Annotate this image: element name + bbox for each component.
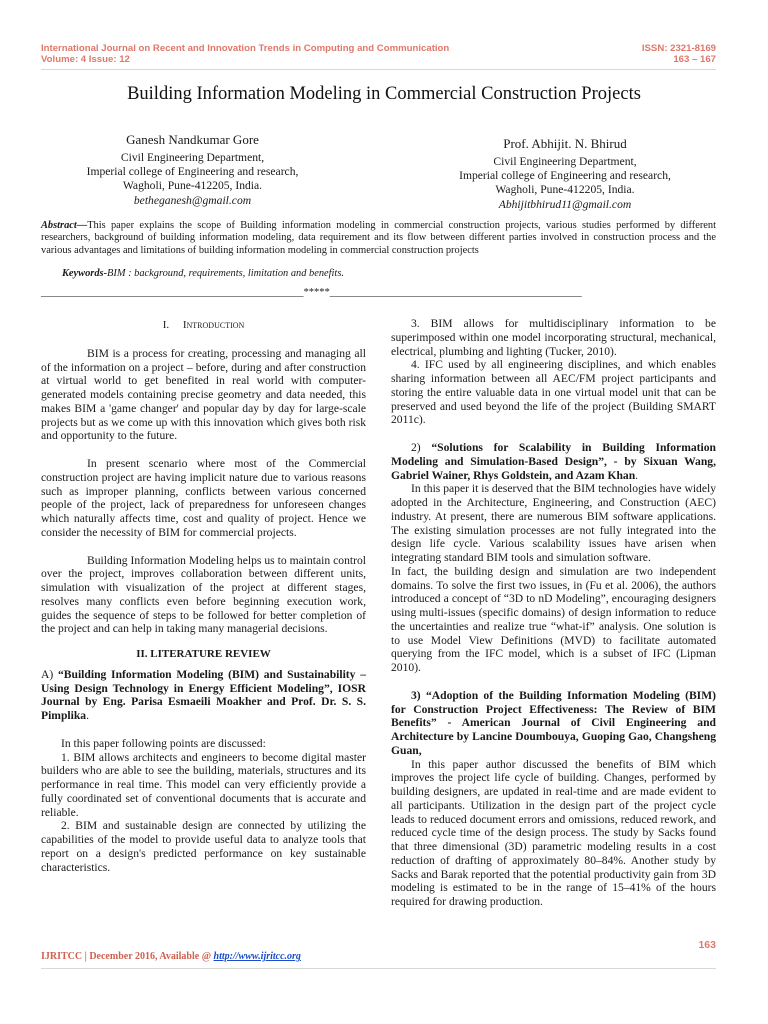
footer-link[interactable]: http://www.ijritcc.org (213, 951, 301, 962)
page-range: 163 – 167 (673, 54, 716, 65)
separator-line-right: ________________________________________________ (329, 287, 582, 298)
reference-a-title: “Building Information Modeling (BIM) and Sustainability – Using Design Technology in Energy Efficient Modeling”, IOSR Journal by Eng. Parisa Esmaeili Moakher and Prof. Dr. S. S. Pimplika (41, 667, 366, 722)
keywords (62, 268, 344, 279)
author-name: Ganesh Nandkumar Gore (126, 132, 259, 147)
footer-text (41, 951, 301, 962)
section-number: I. (162, 319, 170, 331)
intro-paragraph-2: In present scenario where most of the Commercial construction project are having implicit nature due to various reasons such as improper planning, conflicts between various concerned people of the project, lack of preparedness for unforeseen changes which naturally affects time, cost and quality of project. Hence we consider the necessity of BIM for commercial projects. (41, 457, 366, 539)
abstract-label: Abstract— (41, 220, 88, 231)
reference-a-prefix: A) (41, 667, 58, 681)
journal-name: International Journal on Recent and Innovation Trends in Computing and Communication (41, 43, 450, 54)
keywords-text: BIM : background, requirements, limitation and benefits. (107, 268, 344, 279)
points-intro: In this paper following points are discussed: (61, 736, 266, 750)
footer-rule (41, 968, 716, 969)
author-email: Abhijitbhirud11@gmail.com (498, 197, 632, 211)
section-heading-introduction (41, 319, 366, 333)
volume-issue: Volume: 4 Issue: 12 (41, 54, 130, 65)
keywords-label: Keywords- (62, 268, 108, 279)
reference-2-prefix: 2) (411, 441, 432, 454)
point-4: 4. IFC used by all engineering disciplines, and which enables sharing information between all AEC/FM project participants and storing the entire valuable data in one virtual model unit that can be preserved and used beyond the life of the project (Building SMART 2011c). (391, 358, 716, 427)
abstract-text: This paper explains the scope of Building information modeling in commercial construction projects, various studies performed by different researchers, background of building information modeling, data requirement and its flow between different parties involved in construction process and the various advantages and limitations of building information modeling in commercial construction projects (41, 220, 716, 256)
header-rule (41, 69, 716, 70)
author-dept: Civil Engineering Department, (120, 151, 265, 164)
section-heading-literature-review: II. LITERATURE REVIEW (136, 648, 271, 660)
reference-3-title (391, 689, 716, 758)
page-number: 163 (698, 939, 716, 951)
intro-paragraph-1: BIM is a process for creating, processing and managing all of the information on a project – before, during and after construction at virtual world to get benefited in real world with computer-generated models containing precise geometry and data needed, this makes BIM a 'game changer' and popular day by day for large-scale projects but as we come up with this innovation which gives both risk and opportunity to the future. (41, 346, 366, 443)
intro-paragraph-3: Building Information Modeling helps us to maintain control over the project, improves collaboration between different units, simulation with visualization of the project at different stages, resolves many conflicts even before beginning execution work, guides the sequence of steps to be followed for better completion of the project and can help in taking many managerial decisions. (41, 553, 366, 636)
author-address: Wagholi, Pune-412205, India. (495, 183, 635, 197)
section-title: Introduction (182, 319, 245, 331)
author-college: Imperial college of Engineering and research, (459, 169, 671, 183)
author-email: betheganesh@gmail.com (133, 193, 252, 207)
separator-stars: ***** (303, 287, 330, 298)
issn: ISSN: 2321-8169 (641, 43, 716, 54)
reference-3-paragraph-1: In this paper author discussed the benefits of BIM which improves the project life cycle of building. Changes, performed by building designers, are updated in real-time and are made evident to all participants. Utilization in the design part of the project cycle leads to reduced document errors and omissions, reduced rework, and reduced cycle time of the design process. The study by Sacks found that three dimensional (3D) parametric modeling results in a cost reduction of drafting of approximately 80–84%. Another study by Sacks and Barak reported that the potential productivity gain from 3D modeling is estimated to be in the range of 15–41% of the hours required for drawing production. (391, 757, 716, 908)
author-address: Wagholi, Pune-412205, India. (122, 179, 263, 193)
reference-2-title: “Solutions for Scalability in Building Information Modeling and Simulation-Based Design”, - by Sixuan Wang, Gabriel Wainer, Rhys Goldstein, and Azam Khan (391, 441, 716, 482)
reference-a (41, 668, 366, 723)
reference-2-paragraph-1: In this paper it is deserved that the BIM technologies have widely adopted in the Architecture, Engineering, and Construction (AEC) industry. At present, there are numerous BIM software applications. The existing simulation processes are not fully integrated into the design life cycle. Various scalability issues have arisen when integrating standard BIM tools and simulation software. (391, 482, 716, 564)
author-2 (420, 136, 710, 212)
right-column (391, 317, 716, 909)
reference-2-paragraph-2: In fact, the building design and simulation are two independent domains. To solve the first two issues, in (Fu et al. 2006), the authors introduced a concept of “3D to nD Modeling”, encouraging designers using multi-issues (specific domains) of design information to reduce the uncertainties and realize true “what-if” analysis. One solution is to use Model View Definitions (MVD) to facilitate automated querying from the IFC model, which is a subset of IFC (Lipman 2010). (391, 564, 716, 674)
footer-journal: IJRITCC | December 2016, Available @ (41, 951, 214, 962)
reference-3-heading: 3) “Adoption of the Building Information Modeling (BIM) for Construction Project Effectiveness: The Review of BIM Benefits” - American Journal of Civil Engineering and Architecture by Lancine Doumbouya, Guoping Gao, Changsheng Guan, (391, 688, 716, 757)
author-dept: Civil Engineering Department, (493, 155, 637, 168)
separator-line-left: __________________________________________________ (41, 287, 304, 298)
point-3: 3. BIM allows for multidisciplinary information to be superimposed within one model incorporating structural, mechanical, electrical, plumbing and lighting (Tucker, 2010). (391, 317, 716, 358)
point-1: 1. BIM allows architects and engineers to become digital master builders who are able to see the building, materials, structures and its performance in real time. This model can very efficiently provide a fully coordinated set of conventional documents that is accurate and reliable. (41, 750, 366, 819)
reference-2-end: . (635, 468, 639, 482)
author-college: Imperial college of Engineering and research, (86, 165, 299, 179)
section-separator (41, 287, 717, 298)
point-2: 2. BIM and sustainable design are connected by utilizing the capabilities of the model to provide useful data to analyze tools that report on a design's predicted performance on key sustainable characteristics. (41, 819, 366, 874)
left-column (41, 319, 366, 874)
abstract (41, 220, 716, 257)
author-name: Prof. Abhijit. N. Bhirud (503, 136, 627, 151)
paper-title: Building Information Modeling in Commercial Construction Projects (127, 84, 641, 104)
reference-a-end: . (86, 709, 90, 722)
author-1 (60, 132, 325, 208)
reference-2 (391, 441, 716, 482)
